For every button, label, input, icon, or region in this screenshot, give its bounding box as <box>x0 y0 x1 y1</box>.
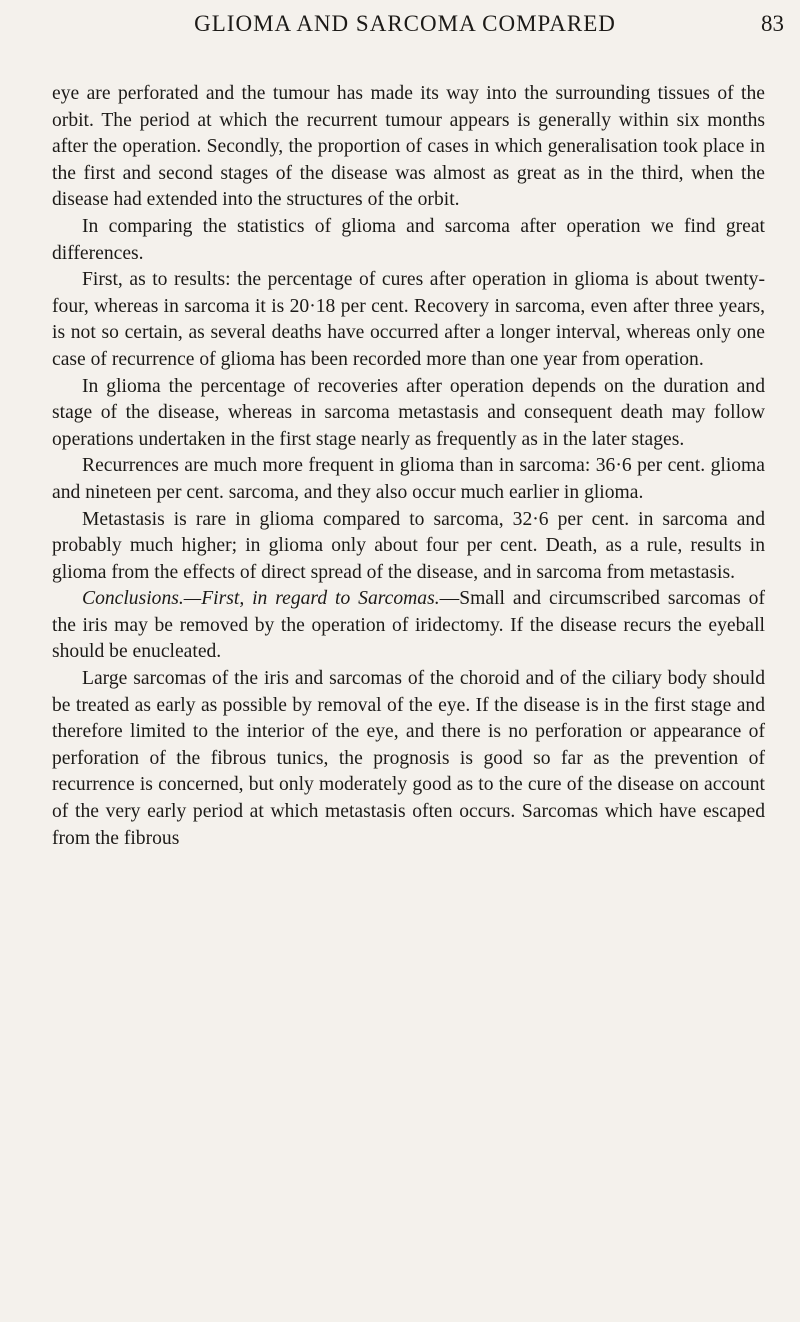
paragraph-large-sarcomas: Large sarcomas of the iris and sarcomas of the choroid and of the ciliary body should be treated as early as possible by removal of the eye. If the disease is in the first stage and therefore limited to the interior of the eye, and there is no perforation or appearance of perforation of the fibrous tunics, the prognosis is good so far as the prevention of recurrence is concerned, but only moderately good as to the cure of the disease on account of the very early period at which metastasis often occurs. Sarcomas which have escaped from the fibrous <box>52 668 765 849</box>
paragraph-recoveries: In glioma the percentage of recoveries after operation depends on the duration and stage of the disease, whereas in sarcoma metastasis and consequent death may follow operations undertaken in the first stage nearly as frequently as in the later stages. <box>52 375 765 450</box>
paragraph-continuation: eye are perforated and the tumour has made its way into the surrounding tissues of the orbit. The period at which the recurrent tumour appears is generally within six months after the operation. Secondly, the proportion of cases in which generalisation took place in the first and second stages of the disease was almost as great as in the third, when the disease had extended into the structures of the orbit. <box>52 83 765 211</box>
paragraph-conclusions <box>52 586 765 666</box>
conclusions-text: —Small and circumscribed sarcomas of the iris may be removed by the operation of iridectomy. If the disease recurs the eyeball should be enucleated. <box>52 588 765 663</box>
paragraph-comparing-statistics: In comparing the statistics of glioma and sarcoma after operation we find great differences. <box>52 215 765 264</box>
conclusions-heading: Conclusions.—First, in regard to Sarcomas. <box>82 588 440 610</box>
body-text <box>52 81 765 852</box>
running-head-title: GLIOMA AND SARCOMA COMPARED <box>194 11 616 36</box>
paragraph-metastasis: Metastasis is rare in glioma compared to sarcoma, 32·6 per cent. in sarcoma and probably much higher; in glioma only about four per cent. Death, as a rule, results in glioma from the effects of direct spread of the disease, and in sarcoma from metastasis. <box>52 508 765 583</box>
paragraph-recurrences: Recurrences are much more frequent in glioma than in sarcoma: 36·6 per cent. glioma and nineteen per cent. sarcoma, and they also occur much earlier in glioma. <box>52 455 765 503</box>
page-number: 83 <box>761 11 784 36</box>
paragraph-results: First, as to results: the percentage of cures after operation in glioma is about twenty-four, whereas in sarcoma it is 20·18 per cent. Recovery in sarcoma, even after three years, is not so certain, as several deaths have occurred after a longer interval, whereas only one case of recurrence of glioma has been recorded more than one year from operation. <box>52 269 765 370</box>
running-head <box>0 6 800 42</box>
